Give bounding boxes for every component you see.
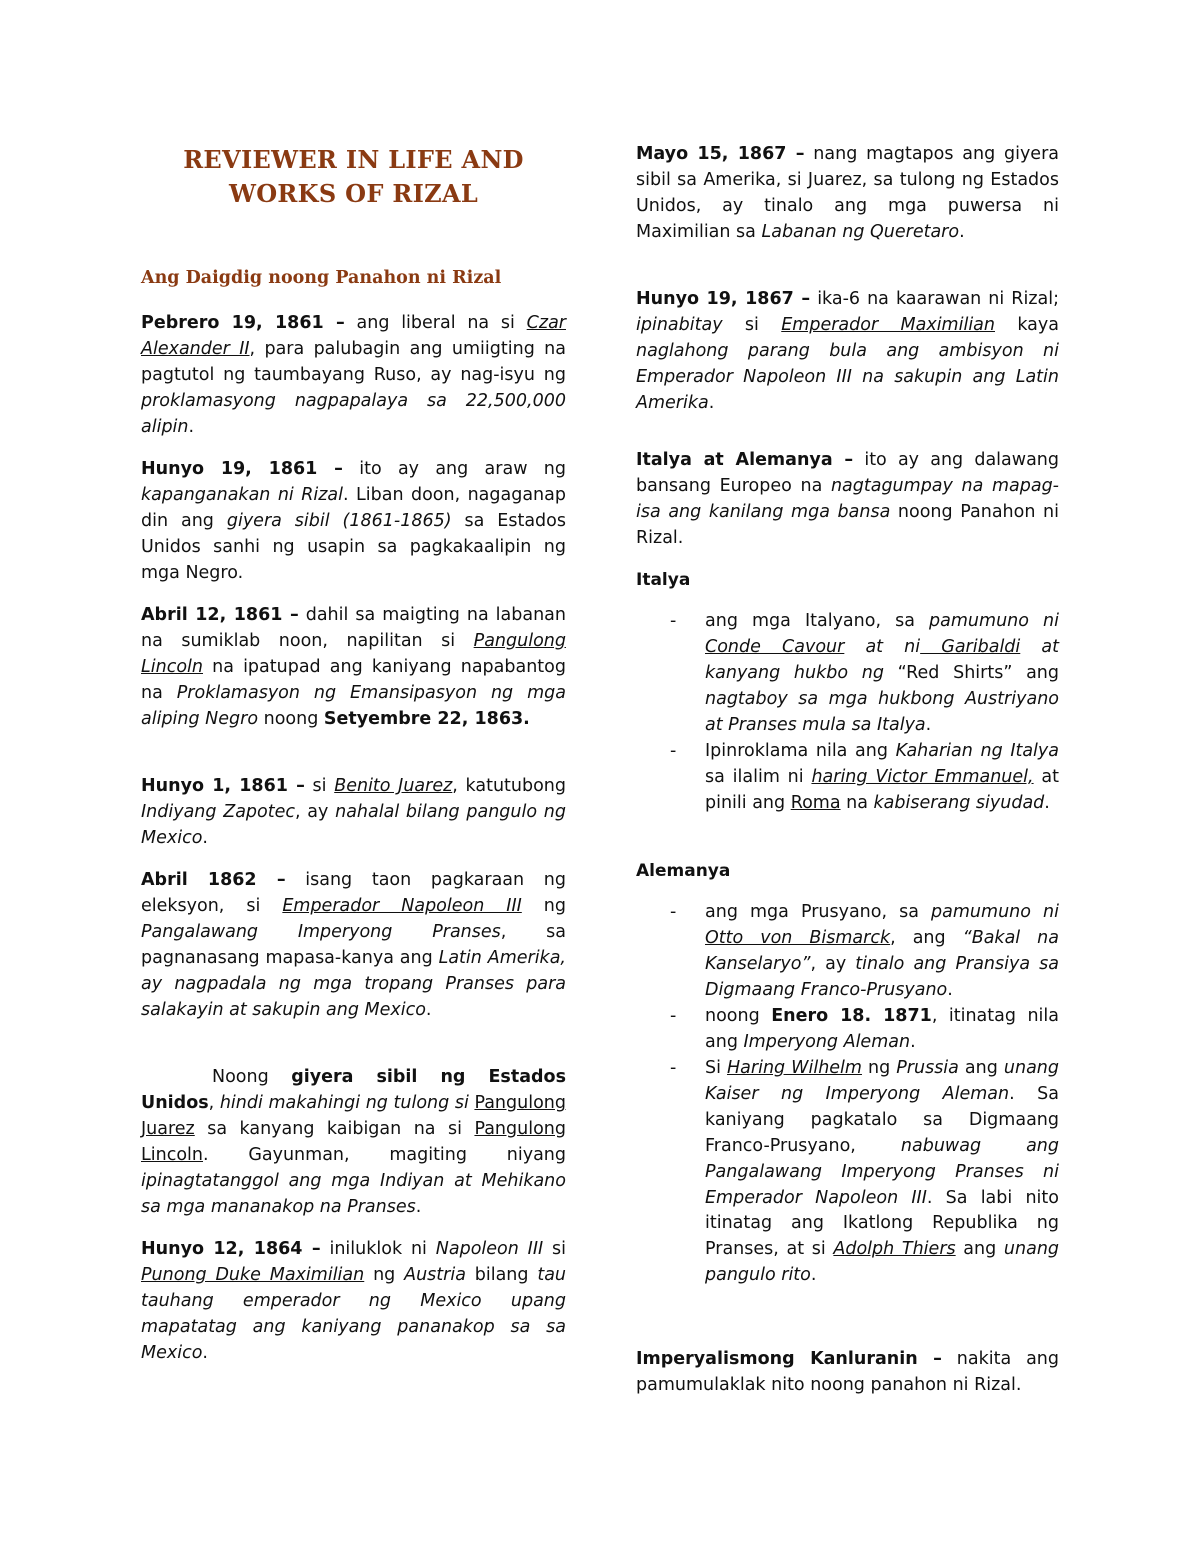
list-dash: - (670, 741, 677, 761)
list-dash: - (670, 1058, 677, 1078)
name-link: Czar Alexander II (141, 313, 566, 359)
list-dash: - (670, 611, 677, 631)
subheading-italya: Italya (636, 570, 691, 590)
list-dash: - (670, 1006, 677, 1026)
section-heading: Ang Daigdig noong Panahon ni Rizal (141, 268, 502, 288)
date-label: Hunyo 19, 1867 – (636, 289, 811, 309)
document-title (141, 143, 566, 211)
date-label: Hunyo 19, 1861 – (141, 459, 343, 479)
date-label: Imperyalismong Kanluranin – (636, 1349, 942, 1369)
paragraph-abril-1861: Abril 12, 1861 – dahil sa maigting na labanan na sumiklab noon, napilitan si Pangulong Lincoln na ipatupad ang kaniyang napabantog na Proklamasyon ng Emansipasyon ng mga aliping Negro noong Setyembre 22, 1863. (141, 605, 566, 729)
paragraph-hunyo-1867: Hunyo 19, 1867 – ika-6 na kaarawan ni Rizal; ipinabitay si Emperador Maximilian kaya naglahong parang bula ang ambisyon ni Emperador Napoleon III na sakupin ang Latin Amerika. (636, 289, 1059, 413)
paragraph-pebrero-1861: Pebrero 19, 1861 – ang liberal na si Czar Alexander II, para palubagin ang umiigting na pagtutol ng taumbayang Ruso, ay nag-isyu ng proklamasyong nagpapalaya sa 22,500,000 alipin. (141, 313, 566, 437)
paragraph-hunyo-1861: Hunyo 19, 1861 – ito ay ang araw ng kapanganakan ni Rizal. Liban doon, nagaganap din ang giyera sibil (1861-1865) sa Estados Unidos sanhi ng usapin sa pagkakaalipin ng mga Negro. (141, 459, 567, 583)
list-item-alemanya-2: noong Enero 18. 1871, itinatag nila ang Imperyong Aleman. (705, 1006, 1059, 1052)
paragraph-imperyalismo: Imperyalismong Kanluranin – nakita ang pamumulaklak nito noong panahon ni Rizal. (636, 1349, 1059, 1395)
paragraph-hunyo-1864: Hunyo 12, 1864 – iniluklok ni Napoleon III si Punong Duke Maximilian ng Austria bilang tau tauhang emperador ng Mexico upang mapatatag ang kaniyang pananakop sa sa Mexico. (141, 1239, 567, 1363)
date-label: Abril 1862 – (141, 870, 286, 890)
list-item-alemanya-3: Si Haring Wilhelm ng Prussia ang unang Kaiser ng Imperyong Aleman. Sa kaniyang pagkatalo sa Digmaang Franco-Prusyano, nabuwag ang Pangalawang Imperyong Pranses ni Emperador Napoleon III. Sa labi nito itinatag ang Ikatlong Republika ng Pranses, at si Adolph Thiers ang unang pangulo rito. (705, 1058, 1060, 1286)
title-line-1: REVIEWER IN LIFE AND (183, 145, 524, 174)
paragraph-hunyo1-1861: Hunyo 1, 1861 – si Benito Juarez, katutubong Indiyang Zapotec, ay nahalal bilang pangulo ng Mexico. (141, 776, 567, 848)
paragraph-mayo-1867: Mayo 15, 1867 – nang magtapos ang giyera sibil sa Amerika, si Juarez, sa tulong ng Estados Unidos, ay tinalo ang mga puwersa ni Maximilian sa Labanan ng Queretaro. (636, 144, 1059, 242)
date-label: Pebrero 19, 1861 – (141, 313, 345, 333)
date-label: Abril 12, 1861 – (141, 605, 299, 625)
list-dash: - (670, 902, 677, 922)
list-item-alemanya-1: ang mga Prusyano, sa pamumuno ni Otto von Bismarck, ang “Bakal na Kanselaryo”, ay tinalo ang Pransiya sa Digmaang Franco-Prusyano. (705, 902, 1059, 1000)
date-label: Hunyo 1, 1861 – (141, 776, 305, 796)
date-label: Italya at Alemanya – (636, 450, 854, 470)
title-line-2: WORKS OF RIZAL (228, 179, 479, 208)
paragraph-italya-alemanya: Italya at Alemanya – ito ay ang dalawang bansang Europeo na nagtagumpay na mapag-isa ang kanilang mga bansa noong Panahon ni Rizal. (636, 450, 1060, 548)
paragraph-giyera-sibil: Noong giyera sibil ng Estados Unidos, hindi makahingi ng tulong si Pangulong Juarez sa kanyang kaibigan na si Pangulong Lincoln. Gayunman, magiting niyang ipinagtatanggol ang mga Indiyan at Mehikano sa mga mananakop na Pranses. (141, 1067, 566, 1217)
subheading-alemanya: Alemanya (636, 861, 731, 881)
date-label: Hunyo 12, 1864 – (141, 1239, 321, 1259)
date-label: Mayo 15, 1867 – (636, 144, 805, 164)
list-item-italya-2: Ipinroklama nila ang Kaharian ng Italya sa ilalim ni haring Victor Emmanuel, at pinili ang Roma na kabiserang siyudad. (705, 741, 1060, 813)
paragraph-abril-1862: Abril 1862 – isang taon pagkaraan ng eleksyon, si Emperador Napoleon III ng Pangalawang Imperyong Pranses, sa pagnanasang mapasa-kanya ang Latin Amerika, ay nagpadala ng mga tropang Pranses para salakayin at sakupin ang Mexico. (141, 870, 566, 1020)
list-item-italya-1: ang mga Italyano, sa pamumuno ni Conde Cavour at ni Garibaldi at kanyang hukbo ng “Red Shirts” ang nagtaboy sa mga hukbong Austriyano at Pranses mula sa Italya. (705, 611, 1059, 735)
